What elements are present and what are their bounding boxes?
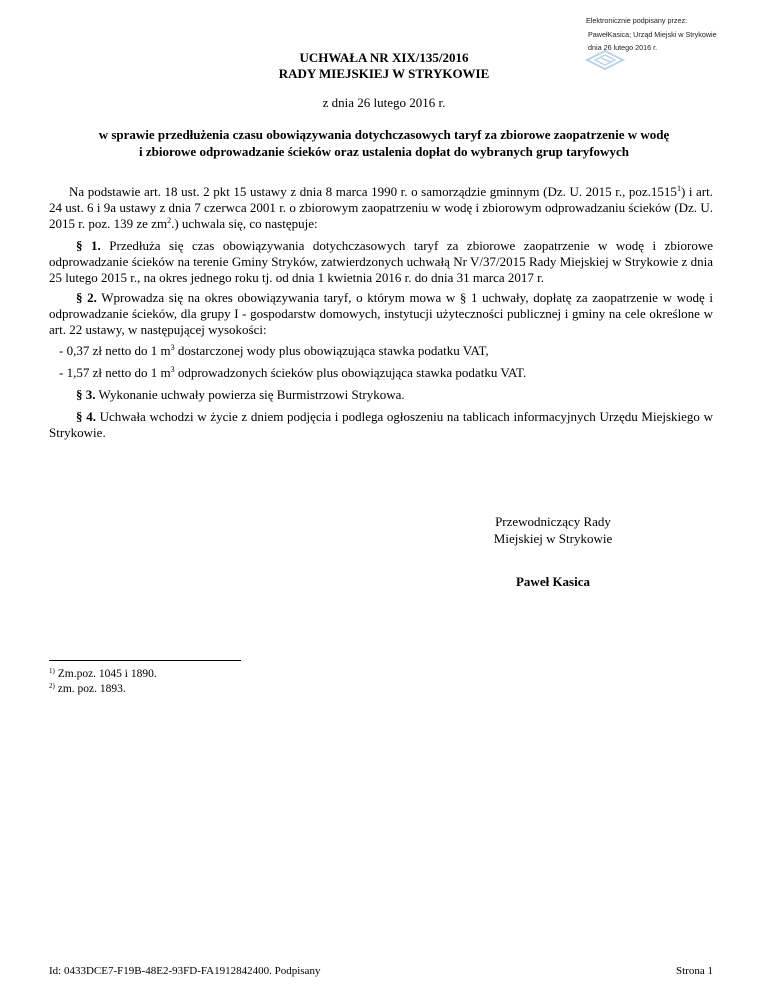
document-title bbox=[0, 50, 768, 82]
signature-line-1: Elektronicznie podpisany przez: bbox=[586, 16, 688, 25]
section-3 bbox=[49, 387, 713, 403]
footnote-1 bbox=[49, 667, 157, 682]
rate-unit-sup: 3 bbox=[170, 365, 175, 374]
document-id: Id: 0433DCE7-F19B-48E2-93FD-FA1912842400. Podpisany bbox=[49, 965, 321, 977]
preamble-text-3: .) uchwala się, co następuje: bbox=[171, 216, 318, 232]
section-1 bbox=[49, 238, 713, 287]
section-text: Uchwała wchodzi w życie z dniem podjęcia i podlega ogłoszeniu na tablicach informacyjnych Urzędu Miejskiego w Strykowie. bbox=[49, 409, 713, 441]
section-text: Wykonanie uchwały powierza się Burmistrzowi Strykowa. bbox=[95, 387, 405, 402]
rate-text-after: odprowadzonych ścieków plus obowiązująca stawka podatku VAT. bbox=[174, 365, 527, 380]
page-number: Strona 1 bbox=[676, 965, 713, 977]
footnote-2 bbox=[49, 682, 126, 697]
preamble-text-2: ) i art. 24 ust. 6 i 9a ustawy z dnia 7 czerwca 2001 r. o zbiorowym zaopatrzeniu w wodę i zbiorowym odprowadzaniu ścieków (Dz. U. 2015 r. poz. 139 ze zm bbox=[49, 184, 713, 232]
signatory-role bbox=[468, 514, 638, 547]
preamble bbox=[49, 184, 713, 233]
section-label: § 4. bbox=[76, 409, 96, 424]
rate-text-before: - 1,57 zł netto do 1 m bbox=[59, 365, 171, 380]
rate-text-before: - 0,37 zł netto do 1 m bbox=[59, 343, 171, 358]
document-subject bbox=[40, 127, 728, 160]
footnote-ref-2: 2 bbox=[167, 216, 172, 226]
preamble-text-1: Na podstawie art. 18 ust. 2 pkt 15 ustawy z dnia 8 marca 1990 r. o samorządzie gminnym (Dz. U. 2015 r., poz.1515 bbox=[69, 184, 677, 199]
rate-text-after: dostarczonej wody plus obowiązująca stawka podatku VAT, bbox=[174, 343, 489, 358]
footnote-divider bbox=[49, 660, 241, 661]
title-line-2: RADY MIEJSKIEJ W STRYKOWIE bbox=[278, 66, 490, 81]
subject-line-1: w sprawie przedłużenia czasu obowiązywania dotychczasowych taryf za zbiorowe zaopatrzenie w wodę bbox=[98, 127, 670, 142]
section-text: Wprowadza się na okres obowiązywania taryf, o którym mowa w § 1 uchwały, dopłatę za zaopatrzenie w wodę i odprowadzanie ścieków, dla grupy I - gospodarstw domowych, instytucji użyteczności publicznej i gminy na cele określone w art. 22 ustawy, w następującej wysokości: bbox=[49, 290, 714, 338]
rate-item-sewage bbox=[59, 365, 526, 381]
section-label: § 2. bbox=[76, 290, 97, 305]
section-label: § 3. bbox=[76, 387, 96, 402]
signatory-role-line-1: Przewodniczący Rady bbox=[495, 514, 611, 529]
section-2 bbox=[49, 290, 713, 339]
section-label: § 1. bbox=[76, 238, 101, 253]
subject-line-2: i zbiorowe odprowadzanie ścieków oraz ustalenia dopłat do wybranych grup taryfowych bbox=[139, 143, 629, 159]
footnote-text: Zm.poz. 1045 i 1890. bbox=[54, 668, 157, 680]
section-text: Przedłuża się czas obowiązywania dotychczasowych taryf za zbiorowe zaopatrzenie w wodę i zbiorowe odprowadzanie ścieków na terenie Gminy Stryków, zatwierdzonych uchwałą Nr V/37/2015 Rady Miejskiej w Strykowie z dnia 25 lutego 2015 r., na okres jednego roku tj. od dnia 1 kwietnia 2016 r. do dnia 31 marca 2017 r. bbox=[49, 238, 714, 286]
footnote-ref-1: 1 bbox=[676, 184, 681, 193]
signatory-name: Paweł Kasica bbox=[515, 574, 590, 589]
section-4 bbox=[49, 409, 713, 441]
signatory-role-line-2: Miejskiej w Strykowie bbox=[493, 530, 613, 546]
footnote-mark: 1) bbox=[49, 667, 55, 675]
rate-item-water bbox=[59, 343, 489, 359]
footnote-mark: 2) bbox=[49, 682, 55, 690]
footnote-text: zm. poz. 1893. bbox=[54, 683, 126, 695]
document-date: z dnia 26 lutego 2016 r. bbox=[322, 95, 446, 110]
rate-unit-sup: 3 bbox=[170, 343, 175, 352]
title-line-1: UCHWAŁA NR XIX/135/2016 bbox=[299, 50, 469, 65]
signature-line-2: PawełKasica; Urząd Miejski w Strykowie bbox=[588, 29, 717, 39]
electronic-signature-info bbox=[586, 14, 717, 55]
signature-line-3: dnia 26 lutego 2016 r. bbox=[588, 43, 658, 52]
